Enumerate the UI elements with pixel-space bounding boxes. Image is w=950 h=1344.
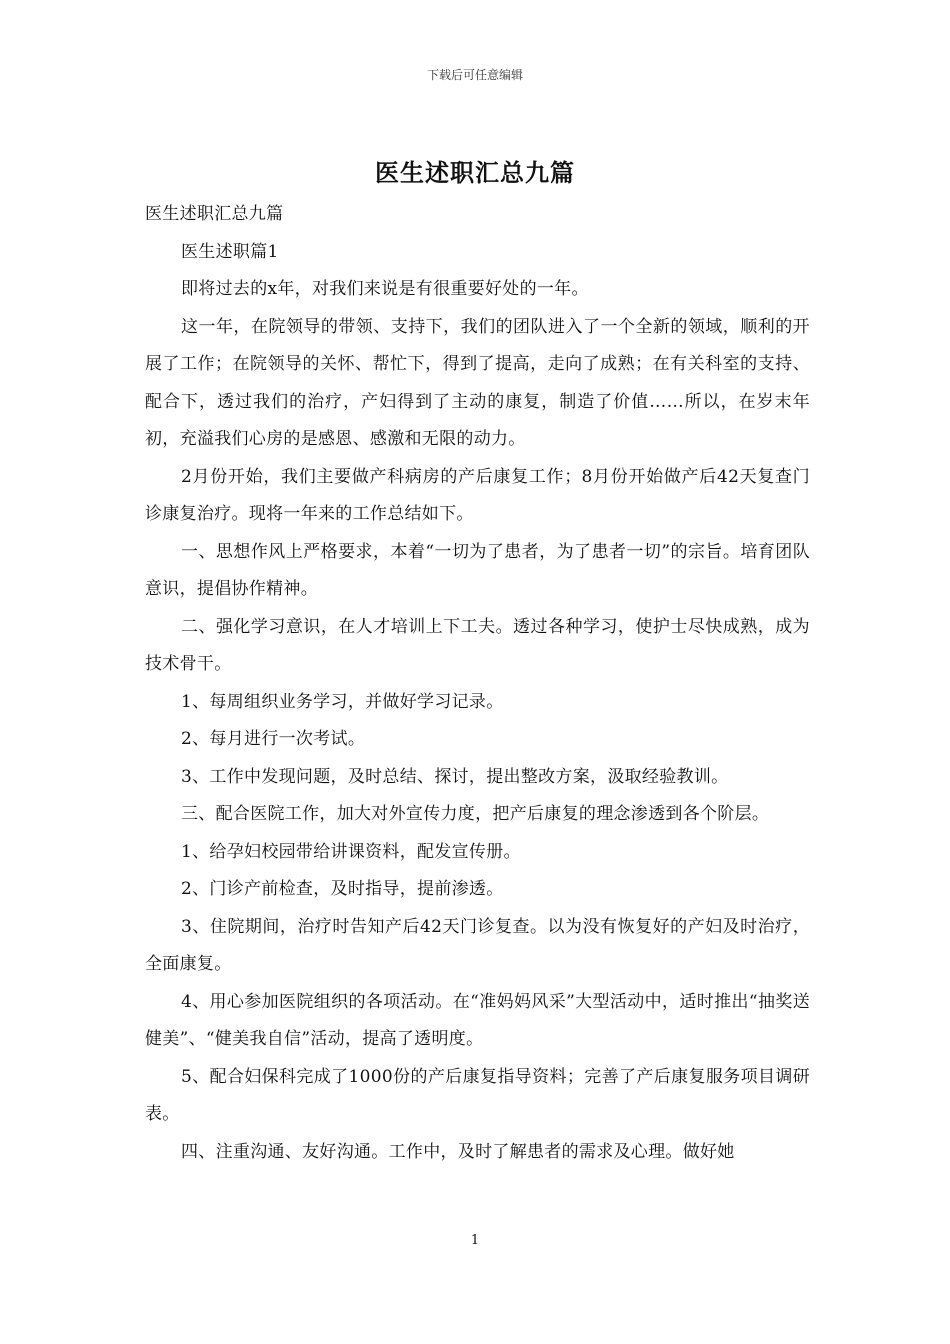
paragraph: 2、每月进行一次考试。: [181, 729, 366, 749]
paragraph: 三、配合医院工作，加大对外宣传力度，把产后康复的理念渗透到各个阶层。: [181, 804, 770, 824]
paragraph: 4、用心参加医院组织的各项活动。在“准妈妈风采”大型活动中，适时推出“抽奖送健美”、“健美我自信”活动，提高了透明度。: [145, 991, 810, 1049]
paragraph: 3、工作中发现问题，及时总结、探讨，提出整改方案，汲取经验教训。: [181, 766, 729, 787]
page-number: 1: [470, 1233, 480, 1248]
paragraph: 四、注重沟通、友好沟通。工作中，及时了解患者的需求及心理。做好她: [181, 1141, 735, 1162]
paragraph: 1、每周组织业务学习，并做好学习记录。: [181, 691, 504, 712]
paragraph: 5、配合妇保科完成了1000份的产后康复指导资料；完善了产后康复服务项目调研表。: [145, 1066, 810, 1124]
paragraph: 2、门诊产前检查，及时指导，提前渗透。: [181, 879, 504, 899]
document-title: 医生述职汇总九篇: [375, 158, 575, 187]
paragraph: 这一年，在院领导的带领、支持下，我们的团队进入了一个全新的领域，顺利的开展了工作；在院领导的关怀、帮忙下，得到了提高，走向了成熟；在有关科室的支持、配合下，透过我们的治疗，产妇得到了主动的康复，制造了价值……所以，在岁末年初，充溢我们心房的是感恩、感激和无限的动力。: [145, 316, 810, 449]
paragraph: 医生述职篇1: [181, 241, 279, 262]
paragraph: 即将过去的x年，对我们来说是有很重要好处的一年。: [181, 279, 589, 299]
paragraph: 3、住院期间，治疗时告知产后42天门诊复查。以为没有恢复好的产妇及时治疗，全面康复。: [145, 916, 810, 974]
paragraph: 1、给孕妇校园带给讲课资料，配发宣传册。: [181, 841, 521, 862]
paragraph: 2月份开始，我们主要做产科病房的产后康复工作；8月份开始做产后42天复查门诊康复治疗。现将一年来的工作总结如下。: [145, 466, 810, 524]
paragraph: 医生述职汇总九篇: [145, 204, 284, 224]
paragraph: 一、思想作风上严格要求，本着“一切为了患者，为了患者一切”的宗旨。培育团队意识，提倡协作精神。: [145, 541, 810, 599]
document-body: [145, 196, 810, 1171]
paragraph: 二、强化学习意识，在人才培训上下工夫。透过各种学习，使护士尽快成熟，成为技术骨干。: [145, 616, 810, 674]
header-note: 下载后可任意编辑: [426, 68, 523, 82]
